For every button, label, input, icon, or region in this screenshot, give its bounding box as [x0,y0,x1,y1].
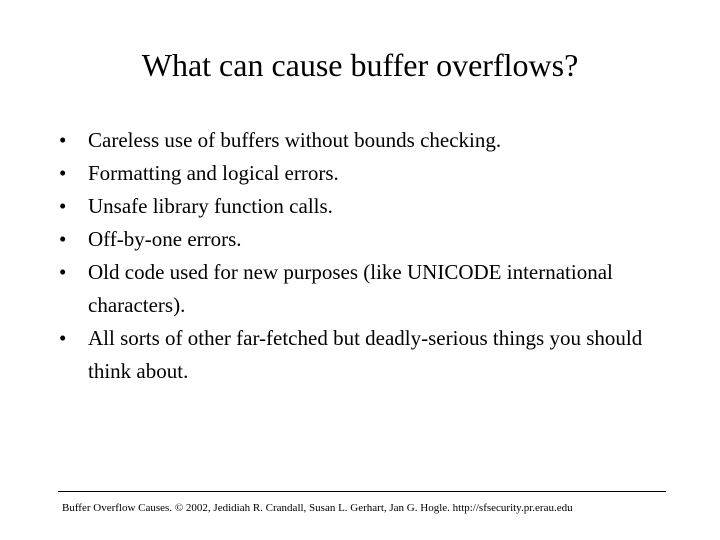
bullet-text: Unsafe library function calls. [88,194,333,218]
footer-divider [58,491,666,492]
bullet-text: Off-by-one errors. [88,227,242,251]
bullet-marker: • [59,161,67,185]
bullet-text: Old code used for new purposes (like UNICODE international characters). [88,260,613,317]
bullet-item [55,322,675,388]
bullet-item [55,124,675,157]
bullet-marker: • [59,128,67,152]
footer-text: Buffer Overflow Causes. © 2002, Jedidiah R. Crandall, Susan L. Gerhart, Jan G. Hogle. http://sfsecurity.pr.erau.edu [62,502,573,514]
bullet-marker: • [59,227,67,251]
bullet-item [55,256,675,322]
bullet-item [55,157,675,190]
bullet-list [55,124,675,388]
bullet-text: Formatting and logical errors. [88,161,339,185]
bullet-marker: • [59,260,67,284]
bullet-item [55,223,675,256]
bullet-text: Careless use of buffers without bounds checking. [88,128,502,152]
bullet-text: All sorts of other far-fetched but deadly-serious things you should think about. [88,326,643,383]
slide-title: What can cause buffer overflows? [141,47,579,83]
bullet-marker: • [59,326,67,350]
bullet-marker: • [59,194,67,218]
bullet-item [55,190,675,223]
